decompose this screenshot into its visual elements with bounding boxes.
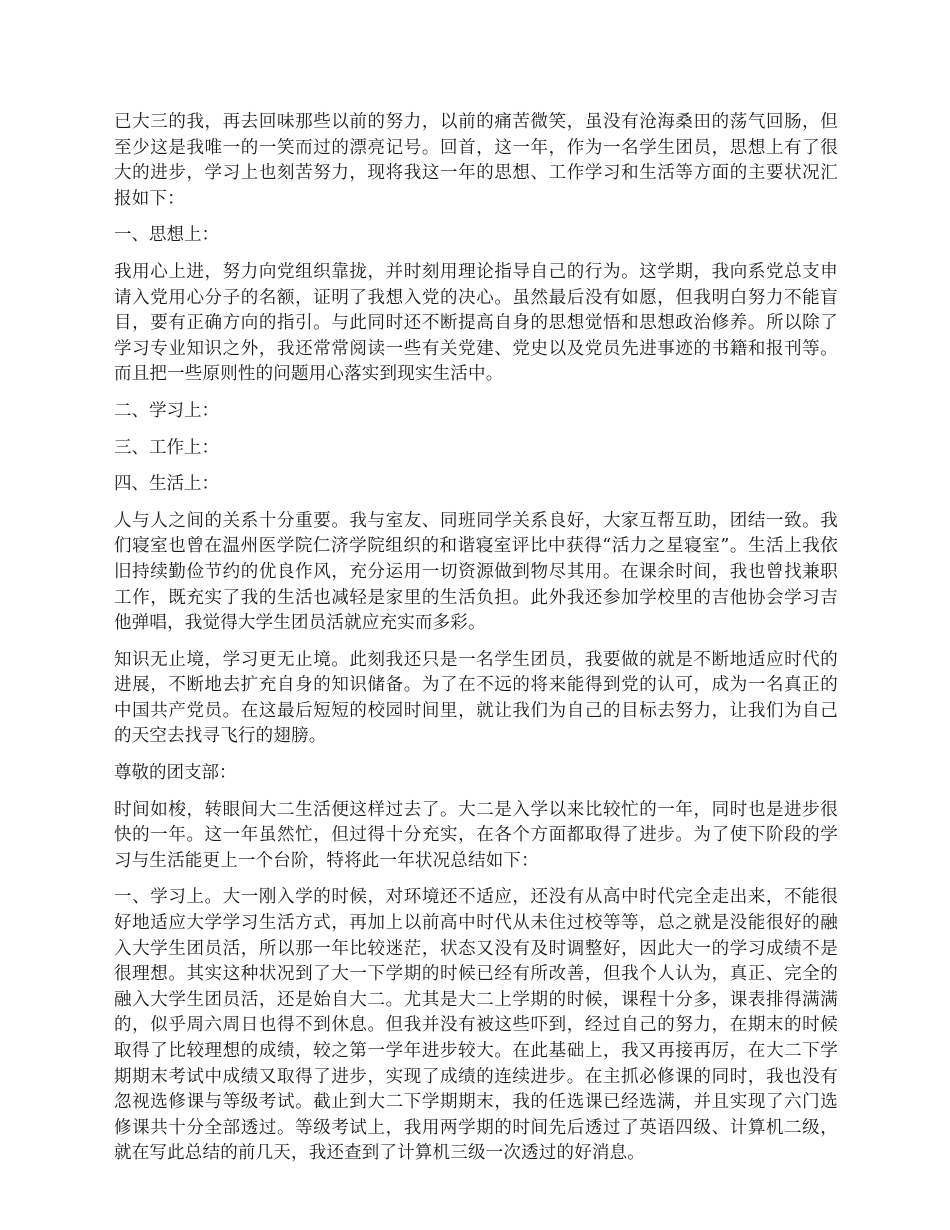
thought-paragraph: 我用心上进，努力向党组织靠拢，并时刻用理论指导自己的行为。这学期，我向系党总支申请入党用心分子的名额，证明了我想入党的决心。虽然最后没有如愿，但我明白努力不能盲目，要有正确方向的指引。与此同时还不断提高自身的思想觉悟和思想政治修养。所以除了学习专业知识之外，我还常常阅读一些有关党建、党史以及党员先进事迹的书籍和报刊等。而且把一些原则性的问题用心落实到现实生活中。 [114,261,838,385]
conclusion-paragraph: 知识无止境，学习更无止境。此刻我还只是一名学生团员，我要做的就是不断地适应时代的进展，不断地去扩充自身的知识储备。为了在不远的将来能得到党的认可，成为一名真正的中国共产党员。在这最后短短的校园时间里，就让我们为自己的目标去努力，让我们为自己的天空去找寻飞行的翅膀。 [114,649,838,747]
study-summary-paragraph: 一、学习上。大一刚入学的时候，对环境还不适应，还没有从高中时代完全走出来，不能很好地适应大学学习生活方式，再加上以前高中时代从未住过校等等，总之就是没能很好的融入大学生团员活，所以那一年比较迷茫，状态又没有及时调整好，因此大一的学习成绩不是很理想。其实这种状况到了大一下学期的时候已经有所改善，但我个人认为，真正、完全的融入大学生团员活，还是始自大二。尤其是大二上学期的时候，课程十分多，课表排得满满的，似乎周六周日也得不到休息。但我并没有被这些吓到，经过自己的努力，在期末的时候取得了比较理想的成绩，较之第一学年进步较大。在此基础上，我又再接再厉，在大二下学期期末考试中成绩又取得了进步，实现了成绩的连续进步。在主抓必修课的同时，我也没有忽视选修课与等级考试。截止到大二下学期期末，我的任选课已经选满，并且实现了六门选修课共十分全部透过。等级考试上，我用两学期的时间先后透过了英语四级、计算机二级，就在写此总结的前几天，我还查到了计算机三级一次透过的好消息。 [114,887,838,1164]
salutation: 尊敬的团支部： [114,763,237,784]
document-page [114,110,838,1178]
section-heading-study: 二、学习上： [114,400,219,421]
section-heading-work: 三、工作上： [114,437,219,458]
section-heading-life: 四、生活上： [114,474,219,495]
section-heading-thought: 一、思想上： [114,225,219,246]
summary-intro-paragraph: 时间如梭，转眼间大二生活便这样过去了。大二是入学以来比较忙的一年，同时也是进步很快的一年。这一年虽然忙，但过得十分充实，在各个方面都取得了进步。为了使下阶段的学习与生活能更上一个台阶，特将此一年状况总结如下： [114,799,838,871]
life-paragraph: 人与人之间的关系十分重要。我与室友、同班同学关系良好，大家互帮互助，团结一致。我们寝室也曾在温州医学院仁济学院组织的和谐寝室评比中获得“活力之星寝室”。生活上我依旧持续勤俭节约的优良作风，充分运用一切资源做到物尽其用。在课余时间，我也曾找兼职工作，既充实了我的生活也减轻是家里的生活负担。此外我还参加学校里的吉他协会学习吉他弹唱，我觉得大学生团员活就应充实而多彩。 [114,510,838,634]
intro-paragraph: 已大三的我，再去回味那些以前的努力，以前的痛苦微笑，虽没有沧海桑田的荡气回肠，但至少这是我唯一的一笑而过的漂亮记号。回首，这一年，作为一名学生团员，思想上有了很大的进步，学习上也刻苦努力，现将我这一年的思想、工作学习和生活等方面的主要状况汇报如下： [114,112,838,209]
